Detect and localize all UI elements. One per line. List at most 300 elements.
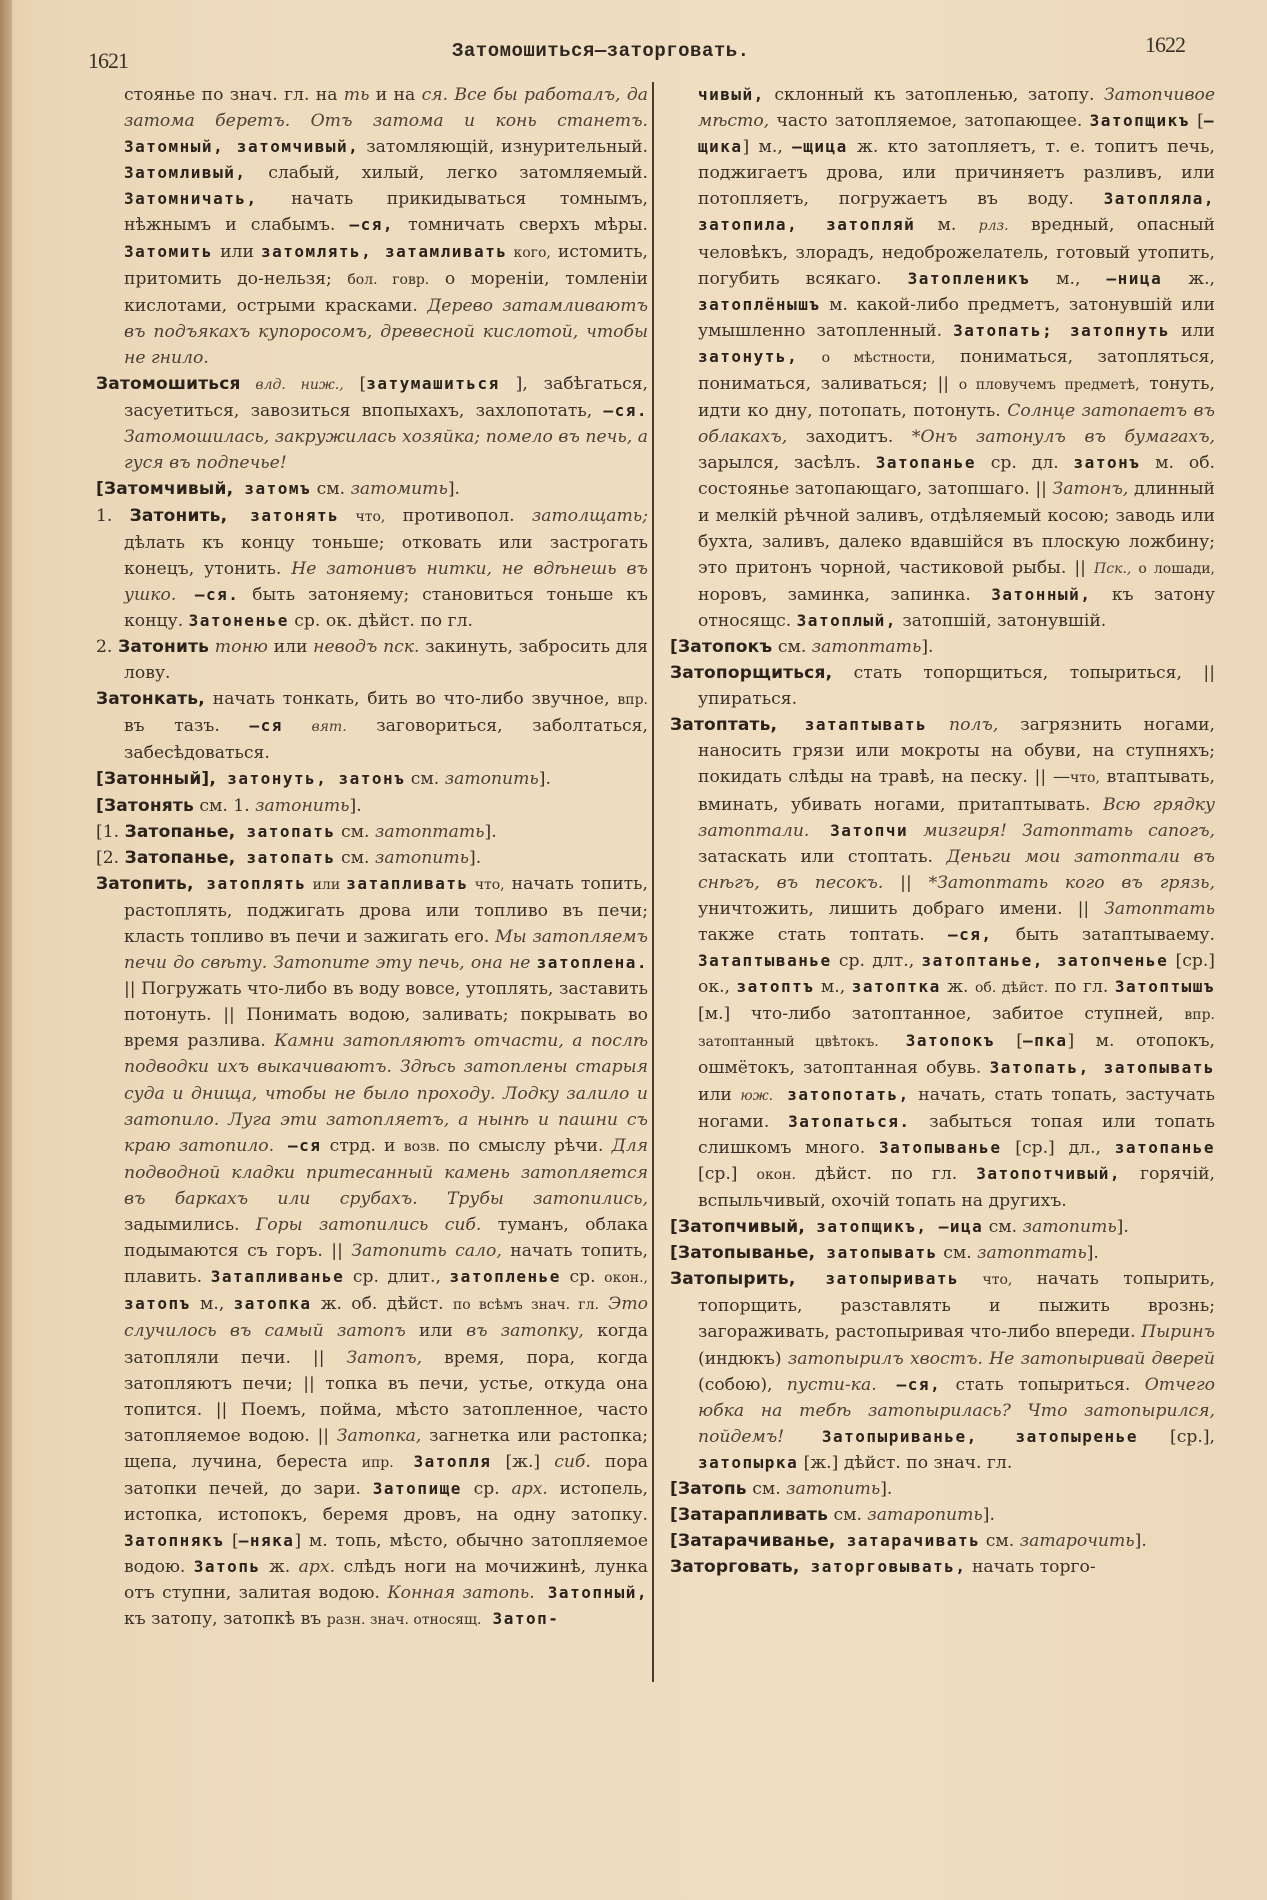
- definition-text: склонный къ затопленью, затопу.: [764, 85, 1105, 105]
- dictionary-entry: [96, 476, 648, 502]
- bold-term: Затопать, затопывать: [989, 1058, 1216, 1078]
- definition-text: дѣйст. по гл.: [795, 1163, 977, 1184]
- definition-text: [ср.] ок.,: [698, 951, 1216, 998]
- headword: Затопить,: [96, 873, 194, 894]
- definition-text: ср.: [461, 1478, 512, 1499]
- italic-example: Конная затопь.: [387, 1583, 535, 1604]
- definition-text: ].: [1116, 1217, 1129, 1238]
- bold-term: —ница: [1106, 268, 1163, 288]
- bold-term: —ся,: [876, 1374, 942, 1394]
- italic-example: Затомошилась, закружилась хозяйка; помело въ печь, а гуся въ подпечье!: [124, 427, 648, 474]
- bold-term: Затонный,: [991, 584, 1092, 604]
- bold-term: Затопыриванье, затопыренье: [784, 1426, 1138, 1446]
- dictionary-entry: [670, 1214, 1215, 1240]
- bold-term: затопать: [235, 821, 336, 841]
- bold-term: Затомить: [124, 241, 214, 261]
- dictionary-entry: [96, 845, 648, 871]
- italic-example: Камни затопляютъ отчасти, а послѣ подводки ихъ выкачиваютъ. Здѣсь затоплены старыя суда и днища, чтобы не было проходу. Лодку залило и затопило. Луга эти затопляетъ, а нынѣ и пашни съ краю затопило.: [124, 1031, 649, 1156]
- definition-text: ].: [349, 795, 362, 816]
- page-header: [0, 28, 1267, 73]
- definition-text: о пловучемъ предметѣ,: [958, 377, 1140, 394]
- bold-term: Затопаться.: [788, 1111, 911, 1131]
- headword: Затопанье,: [124, 821, 236, 842]
- bold-term: Затаптыванье: [698, 951, 832, 971]
- definition-text: по гл.: [1048, 977, 1115, 998]
- bold-term: Затоп-: [481, 1609, 560, 1629]
- italic-example: затоптать: [374, 821, 485, 842]
- definition-text: слабый, хилый, легко затомляемый.: [246, 163, 648, 184]
- bold-term: Затомный, затомчивый,: [124, 137, 360, 157]
- definition-text: ж.,: [1162, 268, 1215, 289]
- bold-term: —ся.: [603, 401, 648, 421]
- definition-text: когда затопляли печи. ||: [124, 1321, 648, 1368]
- headword: Затомошиться: [96, 374, 241, 395]
- italic-example: юж.: [740, 1087, 774, 1104]
- definition-text: ср. длит.,: [344, 1267, 450, 1288]
- definition-text: истомить, притомить до-нельзя;: [124, 241, 649, 289]
- bold-term: затопанье: [1114, 1137, 1215, 1157]
- italic-example: Затонъ,: [1052, 479, 1129, 500]
- italic-example: полъ,: [927, 715, 999, 736]
- bold-term: затопленье: [449, 1267, 561, 1287]
- headword: [Затомчивый,: [96, 479, 234, 500]
- italic-example: сиб.: [554, 1451, 591, 1472]
- definition-text: затаскать или стоптать.: [698, 846, 947, 867]
- bold-term: Затоненье: [188, 610, 289, 630]
- bold-term: —няка: [238, 1531, 295, 1551]
- bold-term: —щика: [698, 111, 1216, 157]
- italic-example: *Затоптать кого въ грязь,: [928, 872, 1215, 893]
- bold-term: затумашиться: [366, 374, 500, 394]
- definition-text: см.: [828, 1505, 868, 1526]
- entry-continuation: [96, 82, 648, 371]
- definition-text: м. какой-либо предметъ, затонувшій или умышленно затопленный.: [698, 294, 1215, 341]
- bold-term: Затопленикъ: [907, 268, 1031, 288]
- bold-term: затопотать,: [773, 1084, 910, 1104]
- definition-text: къ затопу, затопкѣ въ: [124, 1609, 327, 1630]
- bold-term: затопывать: [815, 1243, 938, 1263]
- bold-term: Затопанье: [875, 453, 976, 473]
- definition-text: томничать сверхъ мѣры.: [394, 215, 648, 236]
- bold-term: —ся,: [947, 925, 993, 944]
- bold-term: затоптанье, затопченье: [921, 951, 1169, 971]
- definition-text: м.,: [1030, 268, 1107, 289]
- italic-example: Затопить сало,: [351, 1241, 502, 1262]
- bold-term: Затопать; затопнуть: [953, 320, 1171, 340]
- italic-example: затаропить: [867, 1505, 983, 1526]
- definition-text: закинуть, забросить для лову.: [124, 636, 648, 684]
- bold-term: Затопотчивый,: [976, 1163, 1121, 1183]
- headword: Затонкать,: [96, 689, 205, 710]
- bold-term: затопать: [235, 847, 336, 867]
- definition-text: слѣдъ ноги на мочижинѣ, лунка отъ ступни, залитая водою.: [124, 1557, 648, 1604]
- italic-example: влд. ниж.,: [240, 377, 344, 394]
- definition-text: по смыслу рѣчи.: [439, 1135, 612, 1156]
- column-left: [96, 82, 648, 1634]
- definition-text: истопель, истопка, истопокъ, беремя дровъ, на одну затопку.: [124, 1478, 648, 1526]
- page-number-right: 1622: [1145, 32, 1185, 57]
- bold-term: Затопчи: [809, 820, 909, 840]
- bold-term: —щица: [792, 137, 848, 157]
- definition-text: см.: [772, 636, 812, 657]
- headword: Затоптать,: [670, 715, 778, 736]
- italic-example: арх.: [298, 1557, 336, 1578]
- bold-term: затопыривать: [795, 1269, 960, 1289]
- definition-text: ].: [982, 1505, 995, 1526]
- bold-term: Затопщикъ: [1089, 111, 1190, 131]
- bold-term: Затопь: [193, 1557, 261, 1577]
- italic-example: въ затопку,: [466, 1321, 584, 1342]
- italic-example: затопить: [444, 769, 539, 790]
- column-divider: [652, 82, 654, 1682]
- definition-text: что,: [1070, 770, 1100, 787]
- headword: Затопанье,: [124, 847, 236, 868]
- definition-text: о мореніи, томленіи кислотами, острыми красками.: [124, 268, 648, 316]
- definition-text: ].: [469, 847, 482, 868]
- definition-text: начать топить, растоплять, поджигать дрова или топливо въ печи; класть топливо въ печи и зажигать его.: [124, 873, 649, 947]
- definition-text: стать топорщиться, топыриться, || упираться.: [698, 663, 1215, 710]
- definition-text: (собою),: [698, 1374, 787, 1395]
- italic-example: Всю грядку затоптали.: [698, 794, 1215, 841]
- bold-term: затапливать: [346, 873, 469, 893]
- italic-example: ть: [343, 85, 370, 105]
- italic-example: Солнце затопаетъ въ облакахъ,: [698, 401, 1215, 448]
- definition-text: см.: [405, 769, 445, 790]
- definition-text: ж.: [260, 1557, 299, 1578]
- dictionary-entry: [670, 1240, 1215, 1266]
- definition-text: начать топить, плавить.: [124, 1241, 648, 1288]
- definition-text: начать торго-: [966, 1557, 1096, 1578]
- italic-example: ся. Все бы работалъ, да затома беретъ. Отъ затома и конь станетъ.: [124, 85, 648, 132]
- definition-text: [: [994, 1031, 1023, 1052]
- dictionary-entry: [670, 1528, 1215, 1554]
- bold-term: затоптъ: [736, 977, 815, 997]
- definition-text: см.: [335, 847, 375, 868]
- definition-text: ].: [921, 636, 934, 657]
- italic-example: Горы затопились сиб.: [255, 1215, 482, 1236]
- italic-example: Для подводной кладки притесанный камень затопляется въ баркахъ или срубахъ. Трубы затопились,: [124, 1135, 649, 1209]
- definition-text: бол. говр.: [347, 271, 430, 288]
- definition-text: ж. кто затопляетъ, т. е. топитъ печь, поджигаетъ дрова, или причиняетъ разливъ, или потопляетъ, погружаетъ въ воду.: [698, 137, 1215, 210]
- definition-text: см.: [937, 1243, 978, 1264]
- definition-text: ж.: [940, 977, 975, 998]
- bold-term: затопщикъ, —ица: [805, 1217, 984, 1237]
- definition-text: [ср.]: [698, 1163, 757, 1184]
- book-binding-shadow: [0, 0, 12, 1900]
- bold-term: затоплять: [193, 873, 307, 893]
- definition-text: къ затону относящс.: [698, 584, 1215, 631]
- dictionary-entry: [670, 634, 1215, 660]
- definition-text: длинный и мелкій рѣчной заливъ, отдѣляемый косою; заводь или бухта, заливъ, далеко вдавшійся въ плоскую ложбину; это притонъ чорной, частиковой рыбы. ||: [698, 479, 1216, 578]
- definition-text: время, пора, когда затопляютъ печи; || топка въ печи, устье, откуда она топится. || Поемъ, пойма, мѣсто затопленное, часто затопляемое водою. ||: [124, 1347, 648, 1446]
- page-number-left: 1621: [88, 48, 128, 73]
- italic-example: затомить: [350, 479, 448, 500]
- italic-example: *Онъ затонулъ въ бумагахъ,: [911, 427, 1215, 448]
- definition-text: начать прикидываться томнымъ, нѣжнымъ и слабымъ.: [124, 189, 648, 236]
- definition-text: вредный, опасный человѣкъ, злорадъ, недоброжелатель, готовый утопить, погубить всякаго.: [698, 215, 1215, 289]
- italic-example: Затопъ,: [346, 1347, 423, 1368]
- bold-term: затонъ: [1073, 453, 1141, 473]
- headword: Заторговать,: [670, 1557, 800, 1578]
- dictionary-entry: [96, 634, 648, 686]
- italic-example: рлз.: [978, 218, 1009, 235]
- dictionary-entry: [96, 819, 648, 845]
- definition-text: см.: [335, 821, 375, 842]
- dictionary-entry: [96, 371, 648, 476]
- entry-continuation: [670, 82, 1215, 634]
- definition-text: окон.: [756, 1166, 796, 1183]
- dictionary-entry: [670, 712, 1215, 1214]
- definition-text: ипр.: [361, 1454, 394, 1471]
- definition-text: начать, стать топать, застучать ногами.: [698, 1084, 1216, 1132]
- italic-example: Дерево затамливаютъ въ подъякахъ купоросомъ, древесной кислотой, чтобы не гнило.: [124, 295, 648, 368]
- headword: [Затопыванье,: [670, 1243, 816, 1264]
- headword: Затопырить,: [670, 1269, 796, 1290]
- definition-text: что,: [339, 508, 386, 525]
- definition-text: или: [306, 876, 347, 893]
- definition-text: м.: [915, 215, 979, 236]
- dictionary-entry: [96, 766, 648, 792]
- bold-term: затопырка: [698, 1452, 799, 1472]
- definition-text: возв.: [403, 1138, 440, 1155]
- italic-example: арх.: [511, 1478, 548, 1499]
- bold-term: Затопище: [372, 1478, 462, 1498]
- definition-text: см.: [311, 479, 351, 500]
- bold-term: Затопный,: [534, 1583, 648, 1603]
- definition-text: см.: [746, 1478, 787, 1499]
- definition-text: также стать топтать.: [698, 925, 948, 945]
- bold-term: Затопнякъ: [124, 1531, 225, 1551]
- bold-term: затонуть, затонъ: [216, 769, 406, 789]
- definition-text: [1.: [96, 821, 125, 842]
- definition-text: [2.: [96, 847, 125, 868]
- italic-example: затопить: [1022, 1217, 1117, 1238]
- bold-term: Затомничать,: [124, 189, 258, 209]
- dictionary-entry: [96, 686, 648, 766]
- italic-example: Затоптать: [1104, 898, 1215, 919]
- bold-term: затоптка: [851, 977, 941, 997]
- definition-text: туманъ, облака подымаются съ горъ. ||: [124, 1215, 648, 1262]
- bold-term: —ся,: [349, 215, 395, 235]
- dictionary-entry: [670, 660, 1215, 712]
- definition-text: загрязнить ногами, наносить грязи или мокроты на обуви, на ступняхъ; покидать слѣды на травѣ, на песку. || —: [698, 715, 1216, 788]
- bold-term: —ся.: [176, 584, 240, 604]
- definition-text: ].: [880, 1478, 893, 1499]
- definition-text: [ср.],: [1137, 1426, 1215, 1447]
- definition-text: м.,: [190, 1294, 234, 1315]
- definition-text: горячій, вспыльчивый, охочій топать на другихъ.: [698, 1163, 1216, 1211]
- definition-text: ср. ок. дѣйст. по гл.: [288, 610, 473, 631]
- italic-example: затарочить: [1019, 1531, 1135, 1552]
- italic-example: Затопчивое мѣсто,: [698, 85, 1215, 132]
- bold-term: —пка: [1022, 1031, 1068, 1051]
- italic-example: затолщать;: [531, 505, 648, 526]
- italic-example: Мы затопляемъ печи до свѣту. Затопите эту печь, она не: [124, 927, 648, 974]
- definition-text: задымились.: [124, 1215, 256, 1236]
- italic-example: Деньги мои затоптали въ снѣгъ, въ песокъ.: [698, 846, 1215, 893]
- headword: Затопорщиться,: [670, 663, 833, 684]
- bold-term: затонять: [227, 505, 340, 525]
- definition-text: о лошади,: [1131, 560, 1215, 577]
- definition-text: норовъ, заминка, запинка.: [698, 584, 992, 605]
- headword: [Затонять: [96, 795, 194, 816]
- italic-example: затоптать: [977, 1243, 1087, 1264]
- bold-term: затопъ: [124, 1294, 191, 1314]
- bold-term: затомъ: [233, 479, 312, 499]
- bold-term: Затомливый,: [124, 163, 247, 183]
- definition-text: ] м.,: [742, 137, 793, 158]
- definition-text: часто затопляемое, затопающее.: [769, 111, 1090, 132]
- definition-text: ].: [484, 821, 497, 842]
- dictionary-entry: [96, 503, 648, 634]
- bold-term: —ся: [249, 716, 283, 736]
- definition-text: [ср.] дл.,: [1001, 1137, 1115, 1158]
- definition-text: ], забѣгаться, засуетиться, завозиться впопыхахъ, захлопотать,: [124, 374, 649, 422]
- italic-example: Это случилось въ самый затопъ: [124, 1294, 648, 1342]
- definition-text: ж. об. дѣйст.: [311, 1294, 453, 1315]
- definition-text: ].: [1086, 1243, 1099, 1264]
- definition-text: загнетка или растопка; щепа, лучина, береста: [124, 1425, 648, 1472]
- definition-text: ] м. топь, мѣсто, обычно затопляемое водою.: [124, 1531, 648, 1578]
- italic-example: затопить: [374, 847, 470, 868]
- italic-example: Пыринъ: [1141, 1322, 1215, 1343]
- bold-term: затарачивать: [835, 1531, 981, 1551]
- headword: [Затопокъ: [670, 636, 773, 657]
- definition-text: 2.: [96, 636, 119, 657]
- definition-text: зарылся, засѣлъ.: [698, 453, 876, 474]
- definition-text: м.,: [814, 977, 852, 998]
- definition-text: разн. знач. относящ.: [326, 1612, 482, 1629]
- headword: [Затопь: [670, 1478, 747, 1499]
- definition-text: или: [1170, 320, 1215, 341]
- definition-text: (индюкъ): [698, 1348, 788, 1369]
- definition-text: или: [267, 636, 314, 657]
- definition-text: впр. затоптанный цвѣтокъ.: [698, 1007, 1215, 1051]
- definition-text: ].: [538, 769, 551, 790]
- dictionary-entry: [670, 1502, 1215, 1528]
- italic-example: Не затонивъ нитки, не вдѣнешь въ ушко.: [124, 558, 648, 605]
- definition-text: [: [1189, 111, 1204, 132]
- definition-text: ].: [447, 479, 460, 500]
- definition-text: заходитъ.: [787, 427, 912, 448]
- dictionary-entry: [670, 1476, 1215, 1502]
- definition-text: пониматься, затопляться, пониматься, заливаться; ||: [698, 346, 1215, 395]
- definition-text: окон.,: [604, 1270, 648, 1287]
- definition-text: ср.: [560, 1267, 605, 1288]
- definition-text: см. 1.: [193, 795, 256, 816]
- bold-term: Затопокъ: [878, 1031, 995, 1051]
- italic-example: неводъ пск.: [313, 636, 420, 657]
- bold-term: затаптывать: [777, 715, 928, 735]
- definition-text: или: [213, 241, 261, 262]
- definition-text: тонуть, идти ко дну, потопать, потонуть.: [698, 374, 1215, 422]
- bold-term: чивый,: [698, 85, 765, 104]
- definition-text: начать тонкать, бить во что-либо звучное,: [204, 689, 618, 710]
- definition-text: по всѣмъ знач. гл.: [452, 1297, 599, 1314]
- definition-text: что,: [468, 876, 505, 893]
- headword: [Затопчивый,: [670, 1217, 806, 1238]
- definition-text: см.: [980, 1531, 1020, 1552]
- definition-text: дѣлать къ концу тоньше; отковать или застрогать конецъ, утонить.: [124, 532, 648, 579]
- definition-text: и на: [369, 85, 422, 105]
- bold-term: Затапливанье: [210, 1267, 345, 1287]
- definition-text: [ж.] дѣйст. по знач. гл.: [798, 1452, 1013, 1473]
- definition-text: [: [343, 374, 367, 395]
- italic-example: затоптать: [811, 636, 922, 657]
- definition-text: ] м. отопокъ, ошмётокъ, затоптанная обувь.: [698, 1031, 1215, 1079]
- italic-example: затопырилъ хвостъ. Не затопыривай дверей: [787, 1348, 1215, 1369]
- definition-text: ср. длт.,: [831, 951, 922, 972]
- italic-example: тоню: [209, 636, 268, 657]
- column-right: [670, 82, 1215, 1580]
- definition-text: ||: [883, 872, 929, 893]
- italic-example: затопить: [786, 1478, 881, 1499]
- definition-text: стать топыриться.: [941, 1374, 1145, 1395]
- bold-term: затоплена.: [536, 953, 648, 973]
- definition-text: 1.: [96, 505, 130, 526]
- definition-text: втаптывать, вминать, убивать ногами, притаптывать.: [698, 767, 1216, 815]
- definition-text: об. дѣйст.: [974, 980, 1049, 997]
- italic-example: Отчего юбка на тебѣ затопырилась? Что затопырился, пойдемъ!: [698, 1374, 1215, 1447]
- running-head: Затомошиться—заторговать.: [452, 40, 750, 62]
- dictionary-entry: [96, 793, 648, 819]
- definition-text: забыться топая или топать слишкомъ много.: [698, 1111, 1215, 1158]
- bold-term: затопка: [233, 1294, 312, 1314]
- definition-text: начать топырить, топорщить, разставлять и пыжить врознь; загораживать, растопыривая что-либо впереди.: [698, 1269, 1215, 1343]
- italic-example: Затопка,: [336, 1425, 422, 1446]
- bold-term: Затопыванье: [878, 1137, 1002, 1157]
- definition-text: впр.: [617, 692, 648, 709]
- headword: [Затонный],: [96, 769, 217, 790]
- bold-term: —ся: [274, 1135, 322, 1155]
- definition-text: быть затоняему; становиться тоньше къ концу.: [124, 584, 648, 631]
- definition-text: м. об. состоянье затопающаго, затопшаго. ||: [698, 453, 1216, 500]
- definition-text: затомляющій, изнурительный.: [359, 137, 648, 158]
- bold-term: затонуть,: [698, 346, 799, 366]
- definition-text: въ тазъ.: [124, 716, 250, 737]
- definition-text: [м.] что-либо затоптанное, забитое ступней,: [698, 1004, 1185, 1025]
- bold-term: заторговывать,: [799, 1557, 967, 1577]
- bold-term: Затопляла, затопила, затопляй: [698, 189, 1215, 235]
- definition-text: ср. дл.: [975, 453, 1074, 474]
- definition-text: || Погружать что-либо въ воду вовсе, утоплять, заставить потонуть. || Понимать водою, заливать; покрывать во время разлива.: [124, 979, 648, 1052]
- dictionary-entry: [96, 871, 648, 1634]
- bold-term: затомлять, затамливать: [260, 241, 508, 261]
- definition-text: стрд. и: [321, 1135, 404, 1156]
- definition-text: что,: [959, 1272, 1013, 1289]
- definition-text: [: [224, 1531, 239, 1552]
- definition-text: быть затаптываему.: [992, 925, 1215, 945]
- definition-text: уничтожить, лишить добраго имени. ||: [698, 898, 1105, 919]
- bold-term: Затоптышъ: [1114, 977, 1216, 997]
- definition-text: о мѣстности,: [798, 349, 936, 366]
- bold-term: Затопля: [393, 1451, 492, 1471]
- italic-example: затонить: [255, 795, 350, 816]
- bold-term: Затоплый,: [796, 610, 897, 630]
- headword: [Затарапливать: [670, 1505, 829, 1526]
- italic-example: вят.: [282, 719, 347, 736]
- italic-example: пусти-ка.: [786, 1374, 877, 1395]
- headword: Затонить,: [129, 505, 228, 526]
- definition-text: затопшій, затонувшій.: [896, 610, 1107, 631]
- definition-text: ].: [1134, 1531, 1147, 1552]
- italic-example: мизгиря! Затоптать сапогъ,: [908, 820, 1215, 841]
- bold-term: затоплёнышъ: [698, 294, 821, 314]
- headword: Затонить: [118, 636, 210, 657]
- definition-text: или: [405, 1321, 467, 1342]
- headword: [Затарачиванье,: [670, 1531, 836, 1552]
- definition-text: пора затопки печей, до зари.: [124, 1451, 648, 1499]
